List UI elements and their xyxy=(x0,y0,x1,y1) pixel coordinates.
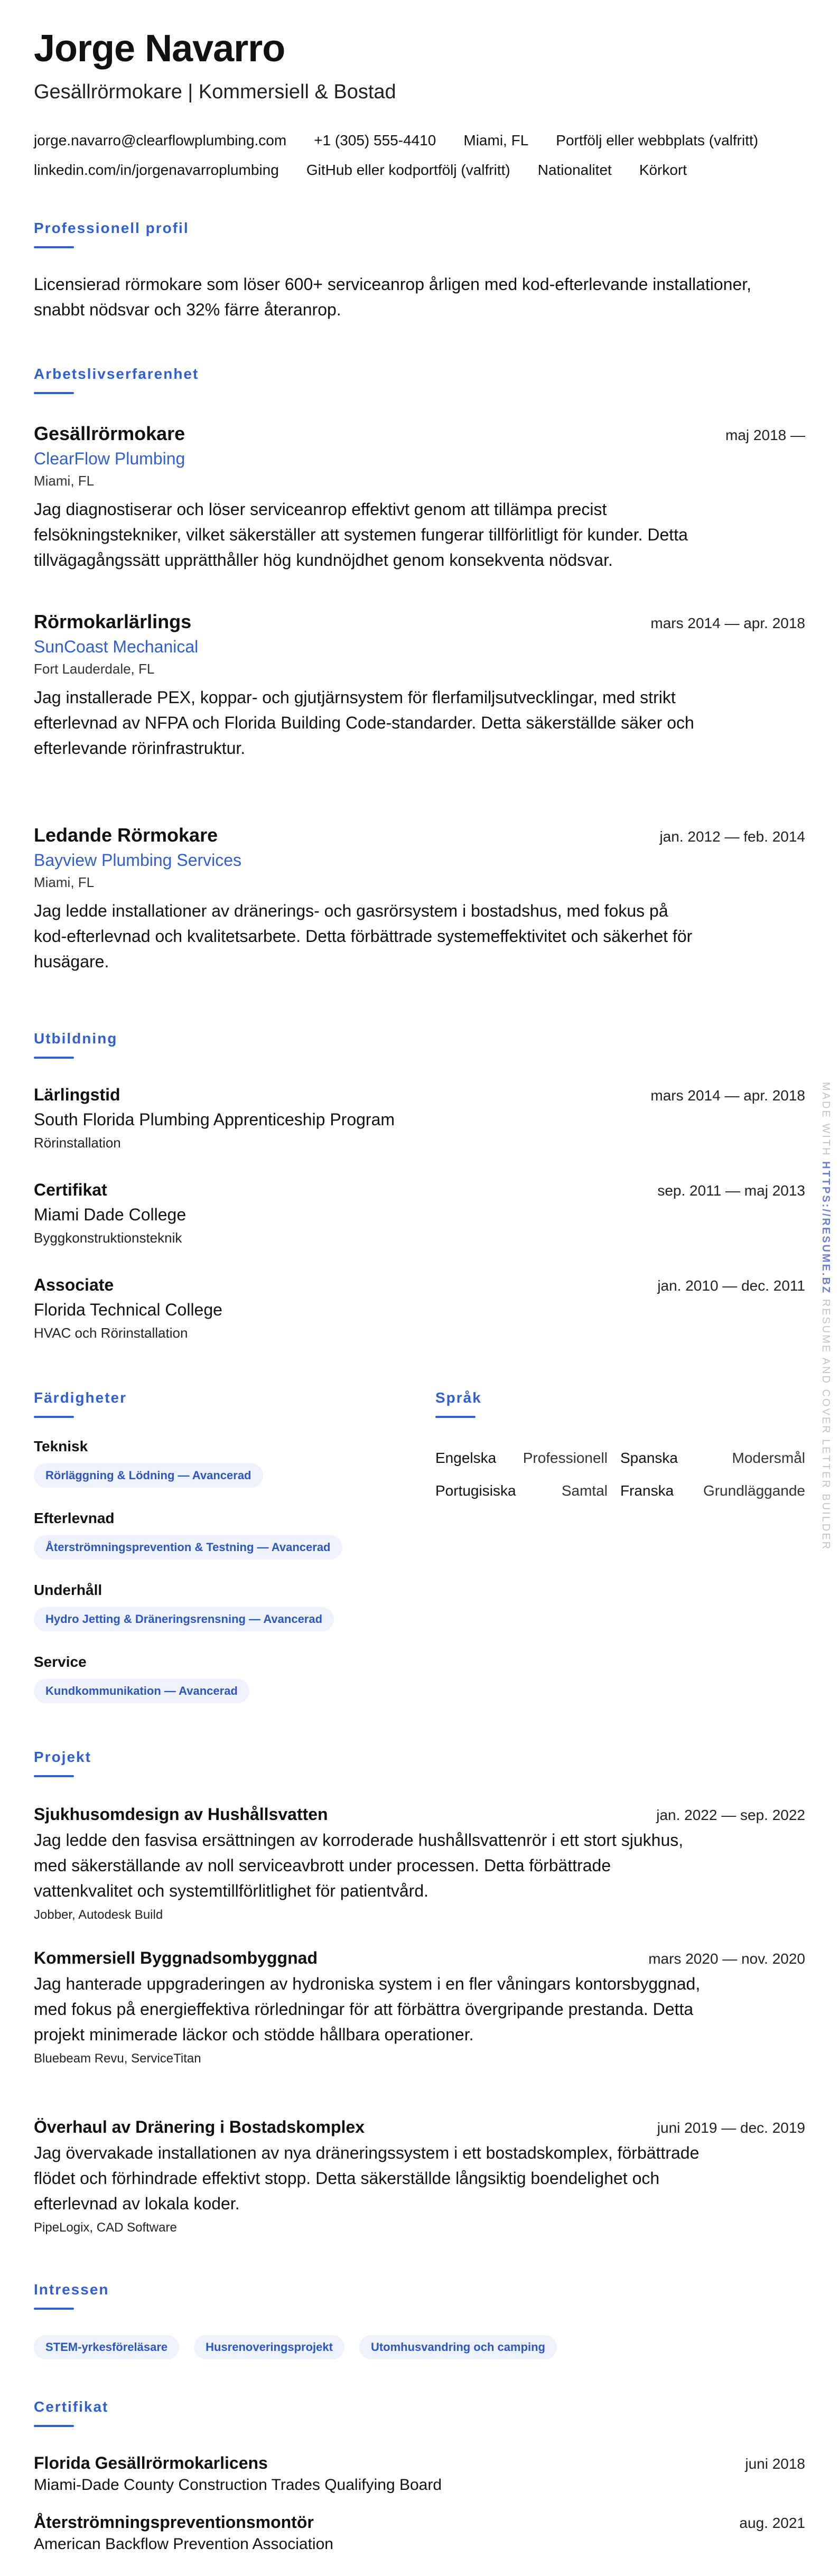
projects-section xyxy=(34,1750,805,1777)
skill-category: Underhåll xyxy=(34,1582,102,1598)
language-item xyxy=(620,1482,805,1499)
job-company: SunCoast Mechanical xyxy=(34,637,199,656)
skills-section xyxy=(34,1390,404,1418)
education-school: Florida Technical College xyxy=(34,1300,222,1319)
section-divider xyxy=(34,1057,74,1059)
project-entry xyxy=(34,1948,805,2066)
certificate-entry xyxy=(34,2513,805,2553)
job-location: Miami, FL xyxy=(34,473,95,489)
project-date: juni 2019 — dec. 2019 xyxy=(657,2120,805,2136)
language-item xyxy=(435,1482,620,1499)
phone-link[interactable]: +1 (305) 555-4410 xyxy=(314,132,436,148)
project-name: Överhaul av Dränering i Bostadskomplex xyxy=(34,2117,365,2136)
education-section xyxy=(34,1031,805,1059)
job-location: Miami, FL xyxy=(34,874,95,890)
education-date: mars 2014 — apr. 2018 xyxy=(650,1087,805,1104)
nationality-text: Nationalitet xyxy=(537,162,612,178)
linkedin-link[interactable]: linkedin.com/in/jorgenavarroplumbing xyxy=(34,162,279,178)
education-degree: Lärlingstid xyxy=(34,1085,120,1104)
job-description: Jag installerade PEX, koppar- och gjutjärnsystem för flerfamiljsutvecklingar, med strikt efterlevnad av NFPA och Florida Building Code-standarder. Detta säkerställde säker och efterlevande rörinfrastruktur. xyxy=(34,688,694,758)
interest-pill: Husrenoveringsprojekt xyxy=(194,2335,344,2359)
education-school: South Florida Plumbing Apprenticeship Program xyxy=(34,1110,395,1129)
certificate-date: juni 2018 xyxy=(745,2456,805,2472)
certificate-name: Florida Gesällrörmokarlicens xyxy=(34,2453,268,2472)
job-entry xyxy=(34,423,805,573)
education-date: sep. 2011 — maj 2013 xyxy=(657,1182,805,1199)
project-tools: Jobber, Autodesk Build xyxy=(34,1908,163,1922)
github-link[interactable]: GitHub eller kodportfölj (valfritt) xyxy=(306,162,510,178)
section-divider xyxy=(34,2308,74,2310)
section-heading: Certifikat xyxy=(34,2398,109,2415)
project-name: Sjukhusomdesign av Hushållsvatten xyxy=(34,1805,328,1824)
certificate-entry xyxy=(34,2453,805,2494)
job-description: Jag diagnostiserar och löser serviceanrop effektivt genom att tillämpa precist felsökningstekniker, vilket säkerställer att systemen fungerar tillförlitligt för kunder. Detta tillvägagångssätt upprätthåller hög kundnöjdhet genom konsekventa nödsvar. xyxy=(34,500,688,570)
job-company: ClearFlow Plumbing xyxy=(34,449,185,468)
section-divider xyxy=(34,246,74,248)
job-role: Ledande Rörmokare xyxy=(34,824,218,846)
interests-section xyxy=(34,2282,805,2359)
job-role: Gesällrörmokare xyxy=(34,423,185,444)
education-date: jan. 2010 — dec. 2011 xyxy=(657,1277,805,1294)
watermark-suffix: RESUME AND COVER LETTER BUILDER xyxy=(820,1299,832,1551)
project-date: mars 2020 — nov. 2020 xyxy=(648,1950,805,1967)
project-description: Jag hanterade uppgraderingen av hydroniska system i en fler våningars kontorsbyggnad, med fokus på energieffektiva rörledningar för att förbättra övergripande prestanda. Detta projekt minimerade läckor och stödde hållbara operationer. xyxy=(34,1974,701,2044)
skill-category: Service xyxy=(34,1654,87,1670)
language-item xyxy=(620,1450,805,1467)
language-name: Franska xyxy=(620,1482,674,1499)
email-link[interactable]: jorge.navarro@clearflowplumbing.com xyxy=(34,132,287,148)
certificates-section xyxy=(34,2400,805,2427)
section-heading: Arbetslivserfarenhet xyxy=(34,366,199,382)
education-school: Miami Dade College xyxy=(34,1205,187,1224)
section-heading: Intressen xyxy=(34,2281,109,2298)
certificate-name: Återströmningspreventionsmontör xyxy=(34,2513,314,2532)
language-name: Engelska xyxy=(435,1450,497,1466)
section-divider xyxy=(435,1416,476,1418)
job-role: Rörmokarlärlings xyxy=(34,611,192,632)
interest-list xyxy=(34,2335,805,2359)
section-heading: Färdigheter xyxy=(34,1389,127,1406)
education-degree: Certifikat xyxy=(34,1180,107,1199)
section-heading: Utbildning xyxy=(34,1030,118,1047)
job-date: jan. 2012 — feb. 2014 xyxy=(659,828,805,845)
section-heading: Projekt xyxy=(34,1749,91,1765)
skill-pill: Rörläggning & Lödning — Avancerad xyxy=(34,1463,263,1488)
skill-group xyxy=(34,1654,249,1703)
language-level: Grundläggande xyxy=(703,1482,805,1499)
project-tools: PipeLogix, CAD Software xyxy=(34,2220,177,2235)
candidate-title: Gesällrörmokare | Kommersiell & Bostad xyxy=(34,81,396,103)
project-name: Kommersiell Byggnadsombyggnad xyxy=(34,1948,318,1967)
skill-category: Teknisk xyxy=(34,1438,88,1454)
language-list xyxy=(435,1450,805,1499)
languages-section xyxy=(435,1390,805,1499)
skill-category: Efterlevnad xyxy=(34,1510,115,1526)
project-entry xyxy=(34,1805,805,1922)
skill-pill: Kundkommunikation — Avancerad xyxy=(34,1679,249,1703)
contact-info xyxy=(34,126,805,185)
skill-pill: Hydro Jetting & Dräneringsrensning — Avancerad xyxy=(34,1607,334,1631)
project-date: jan. 2022 — sep. 2022 xyxy=(656,1807,805,1823)
education-field: Rörinstallation xyxy=(34,1135,121,1151)
job-company: Bayview Plumbing Services xyxy=(34,851,242,870)
job-entry xyxy=(34,611,805,761)
skill-group xyxy=(34,1438,263,1488)
job-location: Fort Lauderdale, FL xyxy=(34,661,155,677)
job-description: Jag ledde installationer av dränerings- och gasrörsystem i bostadshus, med fokus på kod-efterlevnad och kvalitetsarbete. Detta förbättrade systemeffektivitet och säkerhet för husägare. xyxy=(34,901,693,971)
builder-watermark xyxy=(819,1082,832,1551)
education-entry xyxy=(34,1180,805,1246)
location-text: Miami, FL xyxy=(463,132,529,148)
job-date: mars 2014 — apr. 2018 xyxy=(650,615,805,631)
project-description: Jag ledde den fasvisa ersättningen av korroderade hushållsvattenrör i ett stort sjukhus, med säkerställande av noll serviceavbrott under processen. Detta förbättrade vattenkvalitet och systemtillförlitlighet för patientvård. xyxy=(34,1831,684,1900)
project-entry xyxy=(34,2117,805,2235)
section-divider xyxy=(34,1775,74,1777)
section-heading: Professionell profil xyxy=(34,220,189,236)
job-entry xyxy=(34,824,805,974)
experience-section xyxy=(34,367,805,394)
education-degree: Associate xyxy=(34,1275,114,1294)
education-field: HVAC och Rörinstallation xyxy=(34,1325,188,1341)
section-heading: Språk xyxy=(435,1389,482,1406)
certificate-issuer: Miami-Dade County Construction Trades Qualifying Board xyxy=(34,2476,442,2494)
skill-group xyxy=(34,1582,334,1631)
education-entry xyxy=(34,1275,805,1341)
candidate-name: Jorge Navarro xyxy=(34,27,285,70)
interest-pill: STEM-yrkesföreläsare xyxy=(34,2335,179,2359)
certificate-issuer: American Backflow Prevention Association xyxy=(34,2535,333,2553)
education-field: Byggkonstruktionsteknik xyxy=(34,1230,182,1246)
watermark-prefix: MADE WITH xyxy=(820,1082,832,1157)
language-level: Samtal xyxy=(561,1482,608,1499)
language-level: Modersmål xyxy=(732,1450,805,1466)
profile-section xyxy=(34,221,805,322)
watermark-link[interactable]: HTTPS://RESUME.BZ xyxy=(820,1161,832,1295)
skill-group xyxy=(34,1510,342,1560)
education-entry xyxy=(34,1085,805,1151)
job-date: maj 2018 — xyxy=(725,427,805,443)
section-divider xyxy=(34,1416,74,1418)
language-level: Professionell xyxy=(523,1450,608,1466)
project-tools: Bluebeam Revu, ServiceTitan xyxy=(34,2051,201,2066)
license-text: Körkort xyxy=(639,162,687,178)
portfolio-link[interactable]: Portfölj eller webbplats (valfritt) xyxy=(556,132,759,148)
section-divider xyxy=(34,392,74,394)
section-divider xyxy=(34,2425,74,2427)
profile-text: Licensierad rörmokare som löser 600+ serviceanrop årligen med kod-efterlevande installationer, snabbt nödsvar och 32% färre återanrop. xyxy=(34,275,752,319)
certificate-date: aug. 2021 xyxy=(739,2515,805,2531)
language-name: Portugisiska xyxy=(435,1482,516,1499)
project-description: Jag övervakade installationen av nya dräneringssystem i ett bostadskomplex, förbättrade flödet och förhindrade effektivt stopp. Detta säkerställde långsiktig boendelighet och efterlevnad av lokala koder. xyxy=(34,2143,700,2213)
skill-pill: Återströmningsprevention & Testning — Avancerad xyxy=(34,1535,342,1560)
language-name: Spanska xyxy=(620,1450,678,1466)
interest-pill: Utomhusvandring och camping xyxy=(359,2335,557,2359)
language-item xyxy=(435,1450,620,1467)
